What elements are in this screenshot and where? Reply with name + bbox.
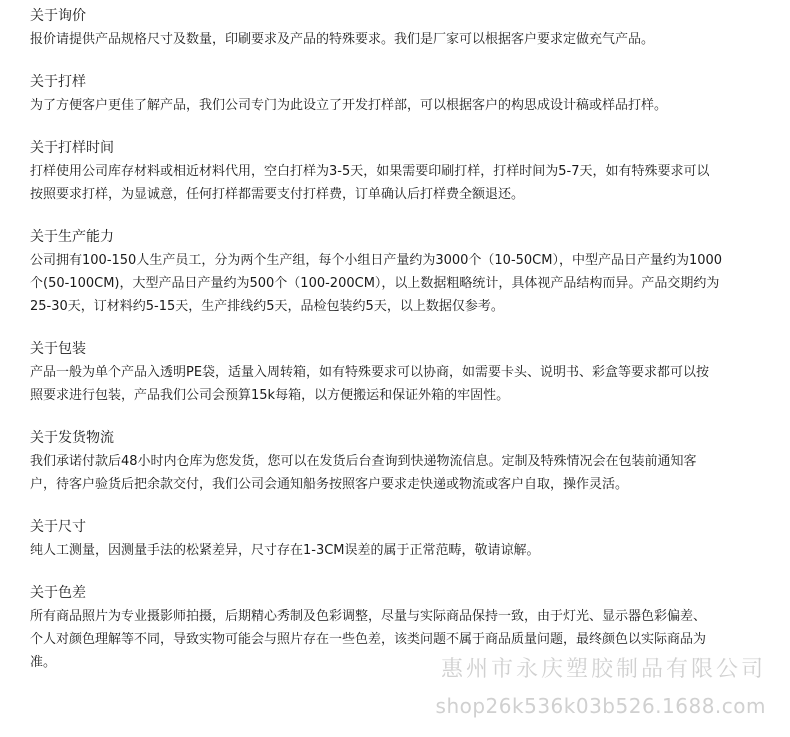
section-sampling-time bbox=[30, 136, 770, 206]
section-text-line: 公司拥有100-150人生产员工，分为两个生产组，每个小组日产量约为3000个（10-50CM），中型产品日产量约为1000 bbox=[30, 253, 723, 268]
section-sampling bbox=[30, 70, 770, 117]
section-title: 关于包装 bbox=[30, 341, 86, 357]
section-title: 关于打样时间 bbox=[30, 140, 114, 156]
section-text-line: 所有商品照片为专业摄影师拍摄，后期精心秀制及色彩调整，尽量与实际商品保持一致，由于灯光、显示器色彩偏差、 bbox=[30, 609, 707, 624]
section-text-line: 户，待客户验货后把余款交付，我们公司会通知船务按照客户要求走快递或物流或客户自取，操作灵活。 bbox=[30, 477, 629, 492]
section-text-line: 纯人工测量，因测量手法的松紧差异，尺寸存在1-3CM误差的属于正常范畴，敬请谅解。 bbox=[30, 543, 540, 558]
section-capacity bbox=[30, 225, 770, 318]
notice-content bbox=[30, 4, 770, 693]
section-text-line: 个(50-100CM)，大型产品日产量约为500个（100-200CM），以上数据粗略统计，具体视产品结构而异。产品交期约为 bbox=[30, 276, 720, 291]
section-title: 关于询价 bbox=[30, 8, 86, 24]
section-shipping bbox=[30, 426, 770, 496]
section-title: 关于色差 bbox=[30, 585, 86, 601]
section-size bbox=[30, 515, 770, 562]
section-text-line: 报价请提供产品规格尺寸及数量，印刷要求及产品的特殊要求。我们是厂家可以根据客户要求定做充气产品。 bbox=[30, 32, 655, 47]
section-text-line: 照要求进行包装，产品我们公司会预算15k每箱，以方便搬运和保证外箱的牢固性。 bbox=[30, 388, 510, 403]
section-text-line: 打样使用公司库存材料或相近材料代用，空白打样为3-5天，如果需要印刷打样，打样时间为5-7天，如有特殊要求可以 bbox=[30, 164, 710, 179]
section-inquiry bbox=[30, 4, 770, 51]
section-title: 关于打样 bbox=[30, 74, 86, 90]
section-text-line: 个人对颜色理解等不同，导致实物可能会与照片存在一些色差，该类问题不属于商品质量问题，最终颜色以实际商品为 bbox=[30, 632, 707, 647]
section-title: 关于发货物流 bbox=[30, 430, 114, 446]
section-packaging bbox=[30, 337, 770, 407]
watermark-shop-url: shop26k536k03b526.1688.com bbox=[435, 694, 766, 718]
watermark-company-name: 惠州市永庆塑胶制品有限公司 bbox=[440, 657, 766, 682]
section-text-line: 产品一般为单个产品入透明PE袋，适量入周转箱，如有特殊要求可以协商，如需要卡头、说明书、彩盒等要求都可以按 bbox=[30, 365, 710, 380]
section-text-line: 为了方便客户更佳了解产品，我们公司专门为此设立了开发打样部，可以根据客户的构思成设计稿或样品打样。 bbox=[30, 98, 668, 113]
section-text-line: 25-30天，订材料约5-15天，生产排线约5天，品检包装约5天，以上数据仅参考。 bbox=[30, 299, 504, 314]
section-text-line: 我们承诺付款后48小时内仓库为您发货，您可以在发货后台查询到快递物流信息。定制及特殊情况会在包装前通知客 bbox=[30, 454, 697, 469]
section-title: 关于生产能力 bbox=[30, 229, 114, 245]
section-text-line: 按照要求打样，为显诚意，任何打样都需要支付打样费，订单确认后打样费全额退还。 bbox=[30, 187, 525, 202]
section-title: 关于尺寸 bbox=[30, 519, 86, 535]
section-text-line: 准。 bbox=[30, 655, 57, 670]
